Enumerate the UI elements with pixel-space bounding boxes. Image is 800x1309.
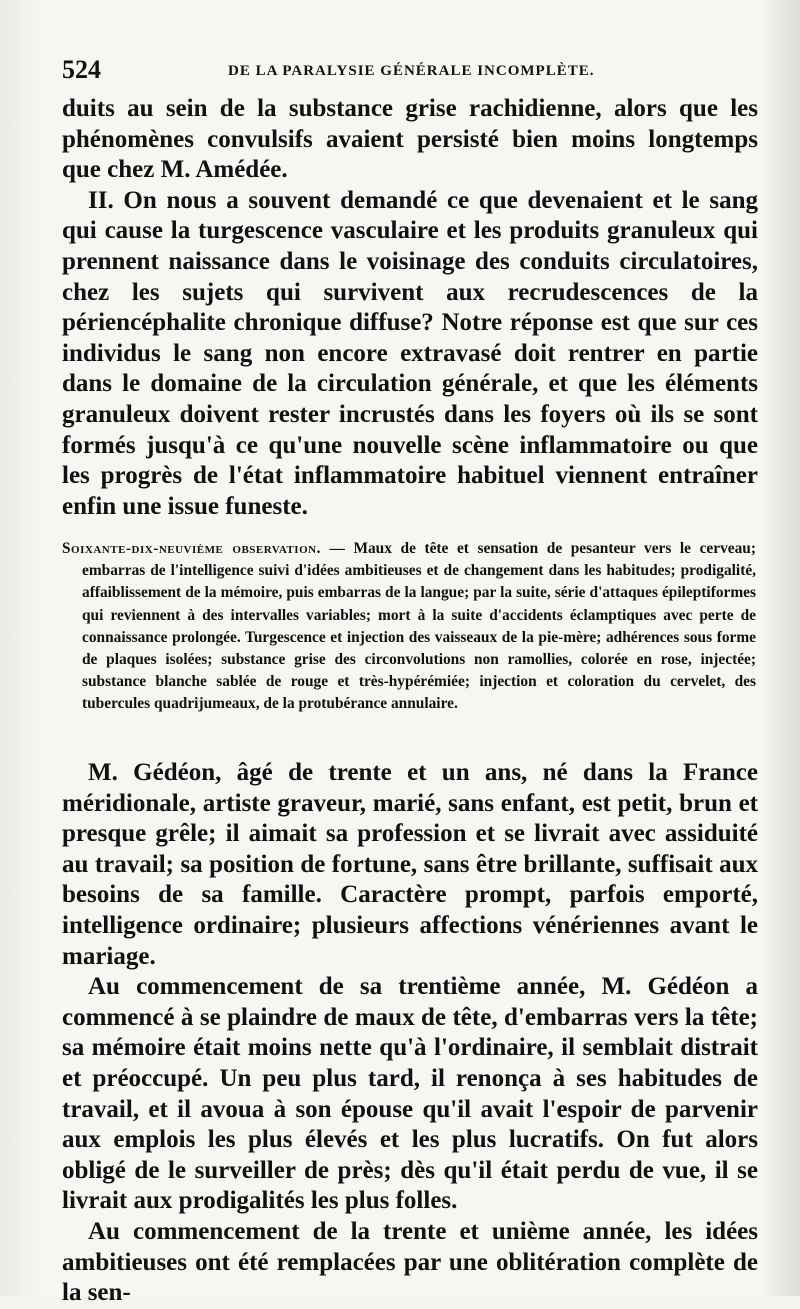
page-header	[62, 55, 742, 89]
running-title: DE LA PARALYSIE GÉNÉRALE INCOMPLÈTE.	[228, 63, 595, 79]
paragraph-patient-intro: M. Gédéon, âgé de trente et un ans, né dans la France méridionale, artiste graveur, marié, sans enfant, est petit, brun et presque grêle; il aimait sa profession et se livrait avec assiduité au travail; sa position de fortune, sans être brillante, suffisait aux besoins de sa famille. Caractère prompt, parfois emporté, intelligence ordinaire; plusieurs affections vénériennes avant le mariage.	[62, 759, 758, 970]
text-block-top	[62, 94, 758, 522]
observation-summary	[62, 538, 756, 716]
paragraph-section-ii: II. On nous a souvent demandé ce que devenaient et le sang qui cause la turgescence vasculaire et les produits granuleux qui prennent naissance dans le voisinage des conduits circulatoires, chez les sujets qui survivent aux recrudescences de la périencéphalite chronique diffuse? Notre réponse est que sur ces individus le sang non encore extravasé doit rentrer en partie dans le domaine de la circulation générale, et que les éléments granuleux doivent rester incrustés dans les foyers où ils se sont formés jusqu'à ce qu'une nouvelle scène inflammatoire ou que les progrès de l'état inflammatoire habituel viennent entraîner enfin une issue funeste.	[62, 186, 758, 520]
paragraph-progression: Au commencement de la trente et unième année, les idées ambitieuses ont été remplacées par une oblitération complète de la sen-	[62, 1217, 758, 1307]
paragraph-onset: Au commencement de sa trentième année, M. Gédéon a commencé à se plaindre de maux de tête, d'embarras vers la tête; sa mémoire était moins nette qu'à l'ordinaire, il semblait distrait et préoccupé. Un peu plus tard, il renonça à ses habitudes de travail, et il avoua à son épouse qu'il avait l'espoir de parvenir aux emplois les plus élevés et les plus lucratifs. On fut alors obligé de le surveiller de près; dès qu'il était perdu de vue, il se livrait aux prodigalités les plus folles.	[62, 973, 758, 1215]
observation-title: Soixante-dix-neuvième observation.	[62, 540, 321, 557]
observation-paragraph	[62, 538, 756, 716]
text-block-bottom	[62, 758, 758, 1309]
observation-text: — Maux de tête et sensation de pesanteur vers le cerveau; embarras de l'intelligence suivi d'idées ambitieuses et de changement dans les habitudes; prodigalité, affaiblissement de la mémoire, puis embarras de la langue; par la suite, série d'attaques épileptiformes qui reviennent à des intervalles variables; mort à la suite d'accidents éclamptiques avec perte de connaissance prolongée. Turgescence et injection des vaisseaux de la pie-mère; adhérences sous forme de plaques isolées; substance grise des circonvolutions non ramollies, colorée en rose, injectée; substance blanche sablée de rouge et très-hypérémiée; injection et coloration du cervelet, des tubercules quadrijumeaux, de la protubérance annulaire.	[82, 540, 756, 713]
paragraph-continuation: duits au sein de la substance grise rachidienne, alors que les phénomènes convulsifs avaient persisté bien moins longtemps que chez M. Amédée.	[62, 95, 758, 184]
page-number: 524	[62, 55, 101, 84]
